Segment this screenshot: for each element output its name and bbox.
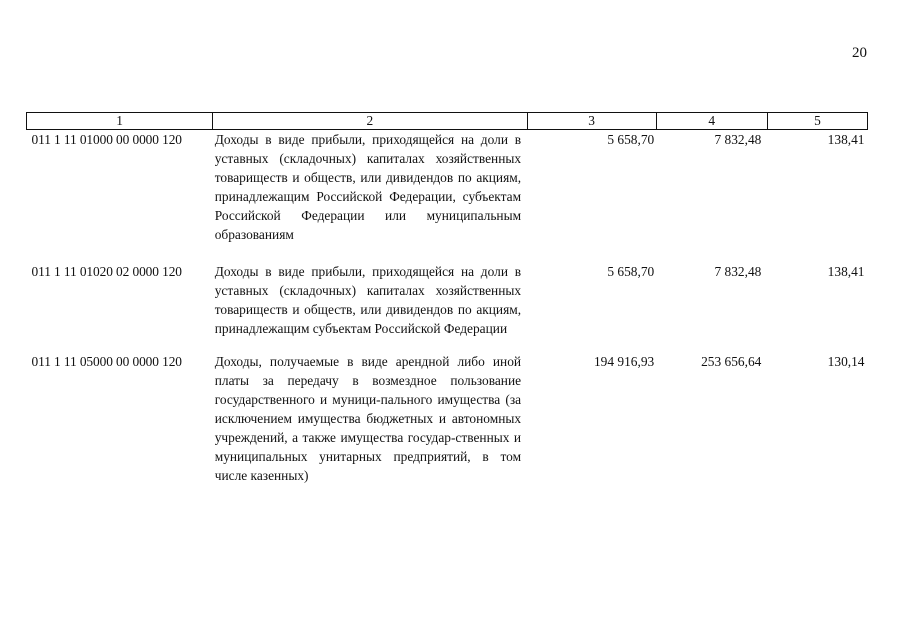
header-col-2: 2 xyxy=(213,113,527,130)
value-col-5: 138,41 xyxy=(827,132,865,147)
page-number: 20 xyxy=(852,45,867,61)
value-col-3: 5 658,70 xyxy=(607,132,655,147)
table-row xyxy=(27,130,868,263)
value-col-5: 130,14 xyxy=(827,354,865,369)
budget-code: 011 1 11 05000 00 0000 120 xyxy=(31,354,182,369)
header-col-1: 1 xyxy=(27,113,213,130)
budget-code: 011 1 11 01000 00 0000 120 xyxy=(31,132,182,147)
header-col-5: 5 xyxy=(767,113,867,130)
budget-table xyxy=(26,112,868,485)
value-col-4: 253 656,64 xyxy=(701,354,762,369)
income-description: Доходы в виде прибыли, приходящейся на доли в уставных (складочных) капиталах хозяйственных товариществ и обществ, или дивидендов по акциям, принадлежащим Российской Федерации, субъектам Российской Федерации или муниципальным образованиям xyxy=(214,132,522,242)
value-col-4: 7 832,48 xyxy=(714,132,762,147)
header-col-4: 4 xyxy=(656,113,767,130)
table-row xyxy=(27,338,868,485)
value-col-3: 5 658,70 xyxy=(607,264,655,279)
value-col-3: 194 916,93 xyxy=(593,354,655,369)
income-description: Доходы в виде прибыли, приходящейся на доли в уставных (складочных) капиталах хозяйственных товариществ и обществ, или дивидендов по акциям, принадлежащим субъектам Российской Федерации xyxy=(214,264,522,336)
header-col-3: 3 xyxy=(527,113,656,130)
budget-code: 011 1 11 01020 02 0000 120 xyxy=(31,264,182,279)
value-col-4: 7 832,48 xyxy=(714,264,762,279)
table-header-row xyxy=(27,113,868,130)
table-row xyxy=(27,262,868,338)
income-description: Доходы, получаемые в виде арендной либо иной платы за передачу в возмездное пользование государственного и муници-пального имущества (за исключением имущества бюджетных и автономных учреждений, а также имущества государ-ственных и муниципальных унитарных предприятий, в том числе казенных) xyxy=(214,354,522,483)
value-col-5: 138,41 xyxy=(827,264,865,279)
